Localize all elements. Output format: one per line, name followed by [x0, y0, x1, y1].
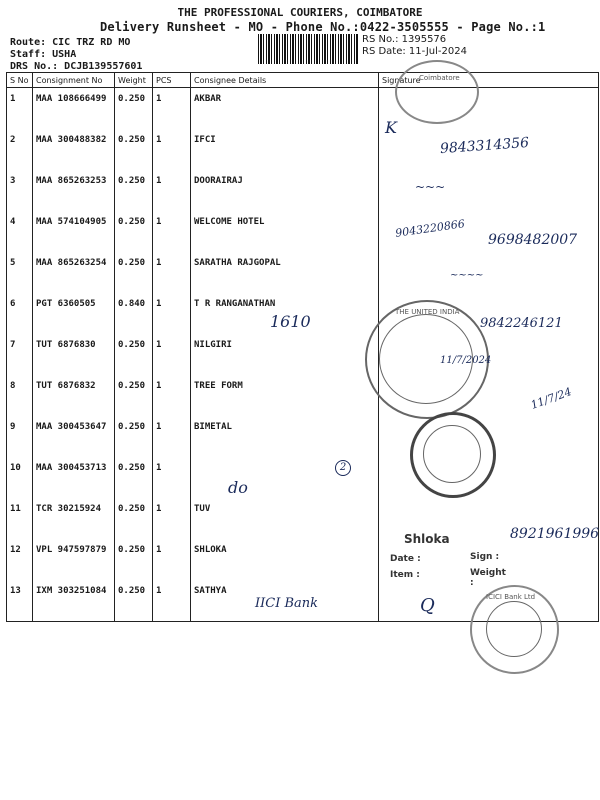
- weight-cell: 0.250: [115, 539, 153, 580]
- table-row: [7, 375, 599, 416]
- sno-cell: 2: [7, 129, 33, 170]
- pcs-cell: 1: [153, 375, 191, 416]
- handwritten-phone: 9842246121: [480, 316, 563, 331]
- col-consignee: Consignee Details: [191, 73, 379, 88]
- handwritten-note: IICI Bank: [255, 596, 319, 611]
- stamp-inner-ring: [423, 425, 481, 483]
- table-row: [7, 416, 599, 457]
- signature-cell: [379, 170, 599, 211]
- pcs-cell: 1: [153, 498, 191, 539]
- handwritten-note: 1610: [270, 312, 311, 331]
- sno-cell: 10: [7, 457, 33, 498]
- drs-number: DRS No.: DCJB139557601: [10, 61, 143, 72]
- weight-cell: 0.840: [115, 293, 153, 334]
- col-weight: Weight: [115, 73, 153, 88]
- pcs-cell: 1: [153, 457, 191, 498]
- consignee-cell: TUV: [191, 498, 379, 539]
- consignment-cell: VPL 947597879: [33, 539, 115, 580]
- handwritten-phone: 9043220866: [394, 217, 466, 240]
- weight-cell: 0.250: [115, 88, 153, 130]
- company-title: THE PROFESSIONAL COURIERS, COIMBATORE: [177, 6, 423, 19]
- shloka-date: Date :: [390, 554, 421, 564]
- sno-cell: 6: [7, 293, 33, 334]
- rs-date: RS Date: 11-Jul-2024: [362, 46, 467, 57]
- shloka-brand: Shloka: [404, 532, 450, 546]
- sno-cell: 5: [7, 252, 33, 293]
- consignment-cell: MAA 574104905: [33, 211, 115, 252]
- pcs-cell: 1: [153, 88, 191, 130]
- col-consignment: Consignment No: [33, 73, 115, 88]
- signature-scribble: ~~~~: [450, 270, 484, 281]
- consignment-cell: MAA 300488382: [33, 129, 115, 170]
- pcs-cell: 1: [153, 211, 191, 252]
- sno-cell: 3: [7, 170, 33, 211]
- consignee-cell: SATHYA: [191, 580, 379, 622]
- rs-number: RS No.: 1395576: [362, 34, 447, 45]
- pcs-cell: 1: [153, 580, 191, 622]
- col-pcs: PCS: [153, 73, 191, 88]
- signature-scribble: ~~~: [415, 180, 446, 194]
- pcs-cell: 1: [153, 170, 191, 211]
- stamp-label: THE UNITED INDIA: [395, 308, 460, 316]
- table-row: [7, 170, 599, 211]
- sno-cell: 8: [7, 375, 33, 416]
- sno-cell: 1: [7, 88, 33, 130]
- weight-cell: 0.250: [115, 252, 153, 293]
- signature-scribble: K: [385, 118, 397, 137]
- consignment-cell: MAA 108666499: [33, 88, 115, 130]
- consignment-cell: IXM 303251084: [33, 580, 115, 622]
- shloka-item: Item :: [390, 570, 420, 580]
- consignment-cell: TCR 30215924: [33, 498, 115, 539]
- handwritten-circled-number: 2: [335, 460, 351, 476]
- barcode: [258, 34, 358, 64]
- consignment-cell: TUT 6876830: [33, 334, 115, 375]
- pcs-cell: 1: [153, 334, 191, 375]
- consignee-cell: AKBAR: [191, 88, 379, 130]
- weight-cell: 0.250: [115, 129, 153, 170]
- consignment-cell: MAA 865263253: [33, 170, 115, 211]
- round-seal-stamp: [410, 412, 496, 498]
- weight-cell: 0.250: [115, 375, 153, 416]
- stamp-inner-ring: [486, 601, 542, 657]
- table-header-row: [7, 73, 599, 88]
- weight-cell: 0.250: [115, 334, 153, 375]
- shloka-stamp: [390, 532, 510, 588]
- route-label: Route: CIC TRZ RD MO: [10, 37, 131, 48]
- col-signature: Signature: [379, 73, 599, 88]
- consignment-cell: PGT 6360505: [33, 293, 115, 334]
- icici-bank-stamp: [470, 585, 559, 674]
- sno-cell: 7: [7, 334, 33, 375]
- weight-cell: 0.250: [115, 457, 153, 498]
- consignee-cell: [191, 457, 379, 498]
- pcs-cell: 1: [153, 129, 191, 170]
- shloka-sign: Sign :: [470, 552, 500, 562]
- consignee-cell: BIMETAL: [191, 416, 379, 457]
- table-row: [7, 252, 599, 293]
- handwritten-date: 11/7/24: [529, 385, 574, 412]
- weight-cell: 0.250: [115, 416, 153, 457]
- handwritten-phone: 9843314356: [439, 134, 530, 158]
- weight-cell: 0.250: [115, 498, 153, 539]
- consignee-cell: WELCOME HOTEL: [191, 211, 379, 252]
- weight-cell: 0.250: [115, 580, 153, 622]
- consignee-cell: NILGIRI: [191, 334, 379, 375]
- consignment-cell: MAA 300453647: [33, 416, 115, 457]
- sno-cell: 13: [7, 580, 33, 622]
- consignee-cell: T R RANGANATHAN: [191, 293, 379, 334]
- consignee-cell: DOORAIRAJ: [191, 170, 379, 211]
- sno-cell: 4: [7, 211, 33, 252]
- table-row: [7, 457, 599, 498]
- weight-cell: 0.250: [115, 170, 153, 211]
- signature-cell: [379, 252, 599, 293]
- runsheet-subtitle: Delivery Runsheet - MO - Phone No.:0422-3505555 - Page No.:1: [100, 20, 546, 34]
- handwritten-phone: 8921961996: [510, 526, 600, 542]
- consignee-cell: SHLOKA: [191, 539, 379, 580]
- staff-label: Staff: USHA: [10, 49, 77, 60]
- col-sno: S No: [7, 73, 33, 88]
- consignment-cell: MAA 865263254: [33, 252, 115, 293]
- consignee-cell: IFCI: [191, 129, 379, 170]
- consignment-cell: MAA 300453713: [33, 457, 115, 498]
- pcs-cell: 1: [153, 252, 191, 293]
- sno-cell: 12: [7, 539, 33, 580]
- table-row: [7, 88, 599, 130]
- consignee-cell: SARATHA RAJGOPAL: [191, 252, 379, 293]
- handwritten-ditto: do: [228, 478, 248, 497]
- table-row: [7, 334, 599, 375]
- pcs-cell: 1: [153, 539, 191, 580]
- handwritten-phone: 9698482007: [488, 232, 578, 248]
- weight-cell: 0.250: [115, 211, 153, 252]
- stamp-label: ICICI Bank Ltd: [486, 593, 536, 601]
- sno-cell: 9: [7, 416, 33, 457]
- consignment-cell: TUT 6876832: [33, 375, 115, 416]
- sno-cell: 11: [7, 498, 33, 539]
- signature-scribble: Q: [420, 595, 435, 616]
- pcs-cell: 1: [153, 416, 191, 457]
- stamp-label: Coimbatore: [419, 74, 460, 82]
- shloka-weight: Weight :: [470, 568, 506, 588]
- pcs-cell: 1: [153, 293, 191, 334]
- consignee-cell: TREE FORM: [191, 375, 379, 416]
- handwritten-date: 11/7/2024: [440, 355, 492, 366]
- coimbatore-stamp: [395, 60, 479, 124]
